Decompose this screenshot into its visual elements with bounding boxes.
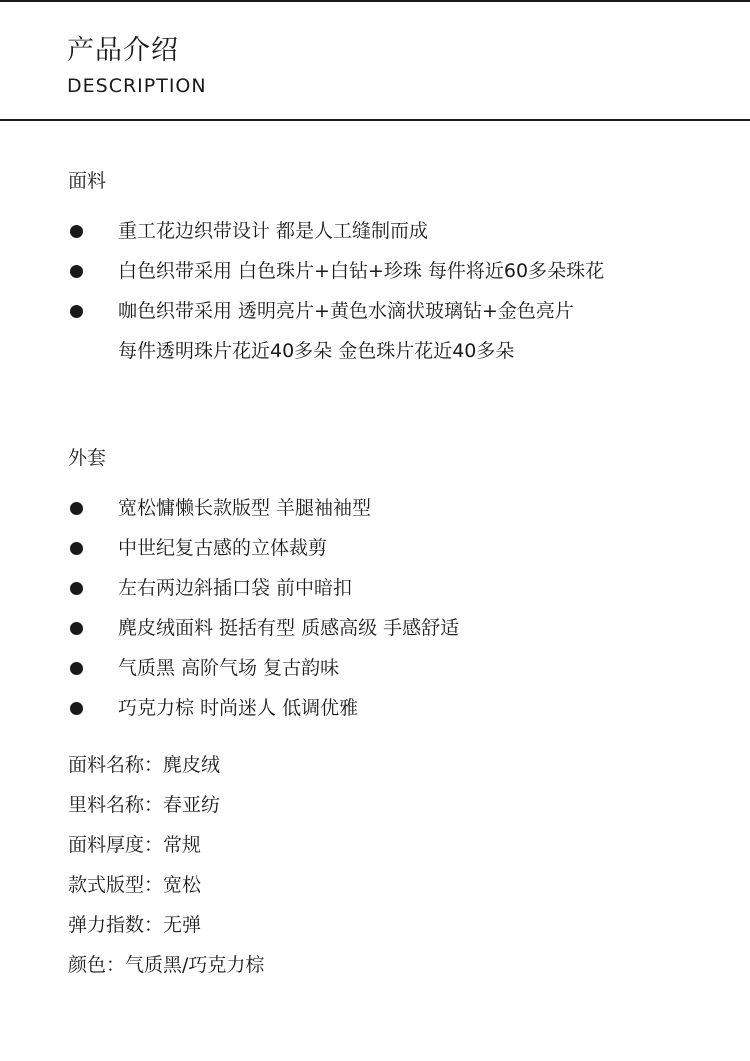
- fabric-bullet-row: [0, 299, 750, 323]
- bullet-icon: [70, 502, 83, 515]
- fabric-continuation-row: [0, 339, 750, 363]
- fabric-bullet-text: 白色织带采用 白色珠片+白钻+珍珠 每件将近60多朵珠花: [118, 260, 605, 282]
- spec-colors: 颜色：气质黑/巧克力棕: [68, 954, 265, 976]
- bullet-icon: [70, 305, 83, 318]
- spec-elasticity: 弹力指数：无弹: [68, 914, 202, 936]
- coat-bullet-row: [0, 496, 750, 520]
- coat-bullet-text: 气质黑 高阶气场 复古韵味: [118, 657, 340, 679]
- spec-lining-name: 里料名称：春亚纺: [68, 794, 221, 816]
- coat-bullet-text: 麂皮绒面料 挺括有型 质感高级 手感舒适: [118, 617, 460, 639]
- spec-fit: 款式版型：宽松: [68, 874, 202, 896]
- coat-bullet-text: 左右两边斜插口袋 前中暗扣: [118, 577, 353, 599]
- fabric-bullet-text: 咖色织带采用 透明亮片+黄色水滴状玻璃钻+金色亮片: [118, 300, 574, 322]
- description-header: [0, 0, 750, 121]
- bullet-icon: [70, 225, 83, 238]
- page-subtitle: DESCRIPTION: [67, 75, 207, 97]
- coat-bullet-text: 中世纪复古感的立体裁剪: [118, 537, 328, 559]
- page-title: 产品介绍: [67, 35, 179, 66]
- fabric-bullet-row: [0, 219, 750, 243]
- coat-bullet-row: [0, 616, 750, 640]
- bullet-icon: [70, 702, 83, 715]
- coat-bullet-text: 巧克力棕 时尚迷人 低调优雅: [118, 697, 359, 719]
- bullet-icon: [70, 662, 83, 675]
- fabric-heading: 面料: [68, 170, 107, 192]
- coat-heading: 外套: [68, 447, 107, 469]
- spec-fabric-thickness: 面料厚度：常规: [68, 834, 202, 856]
- spec-fabric-name: 面料名称：麂皮绒: [68, 754, 221, 776]
- bullet-icon: [70, 622, 83, 635]
- fabric-bullet-row: [0, 259, 750, 283]
- fabric-bullet-text: 重工花边织带设计 都是人工缝制而成: [118, 220, 429, 242]
- coat-bullet-row: [0, 696, 750, 720]
- coat-bullet-row: [0, 536, 750, 560]
- bullet-icon: [70, 582, 83, 595]
- fabric-continuation-text: 每件透明珠片花近40多朵 金色珠片花近40多朵: [118, 340, 515, 362]
- bullet-icon: [70, 542, 83, 555]
- coat-bullet-row: [0, 576, 750, 600]
- coat-bullet-row: [0, 656, 750, 680]
- bullet-icon: [70, 265, 83, 278]
- coat-bullet-text: 宽松慵懒长款版型 羊腿袖袖型: [118, 497, 372, 519]
